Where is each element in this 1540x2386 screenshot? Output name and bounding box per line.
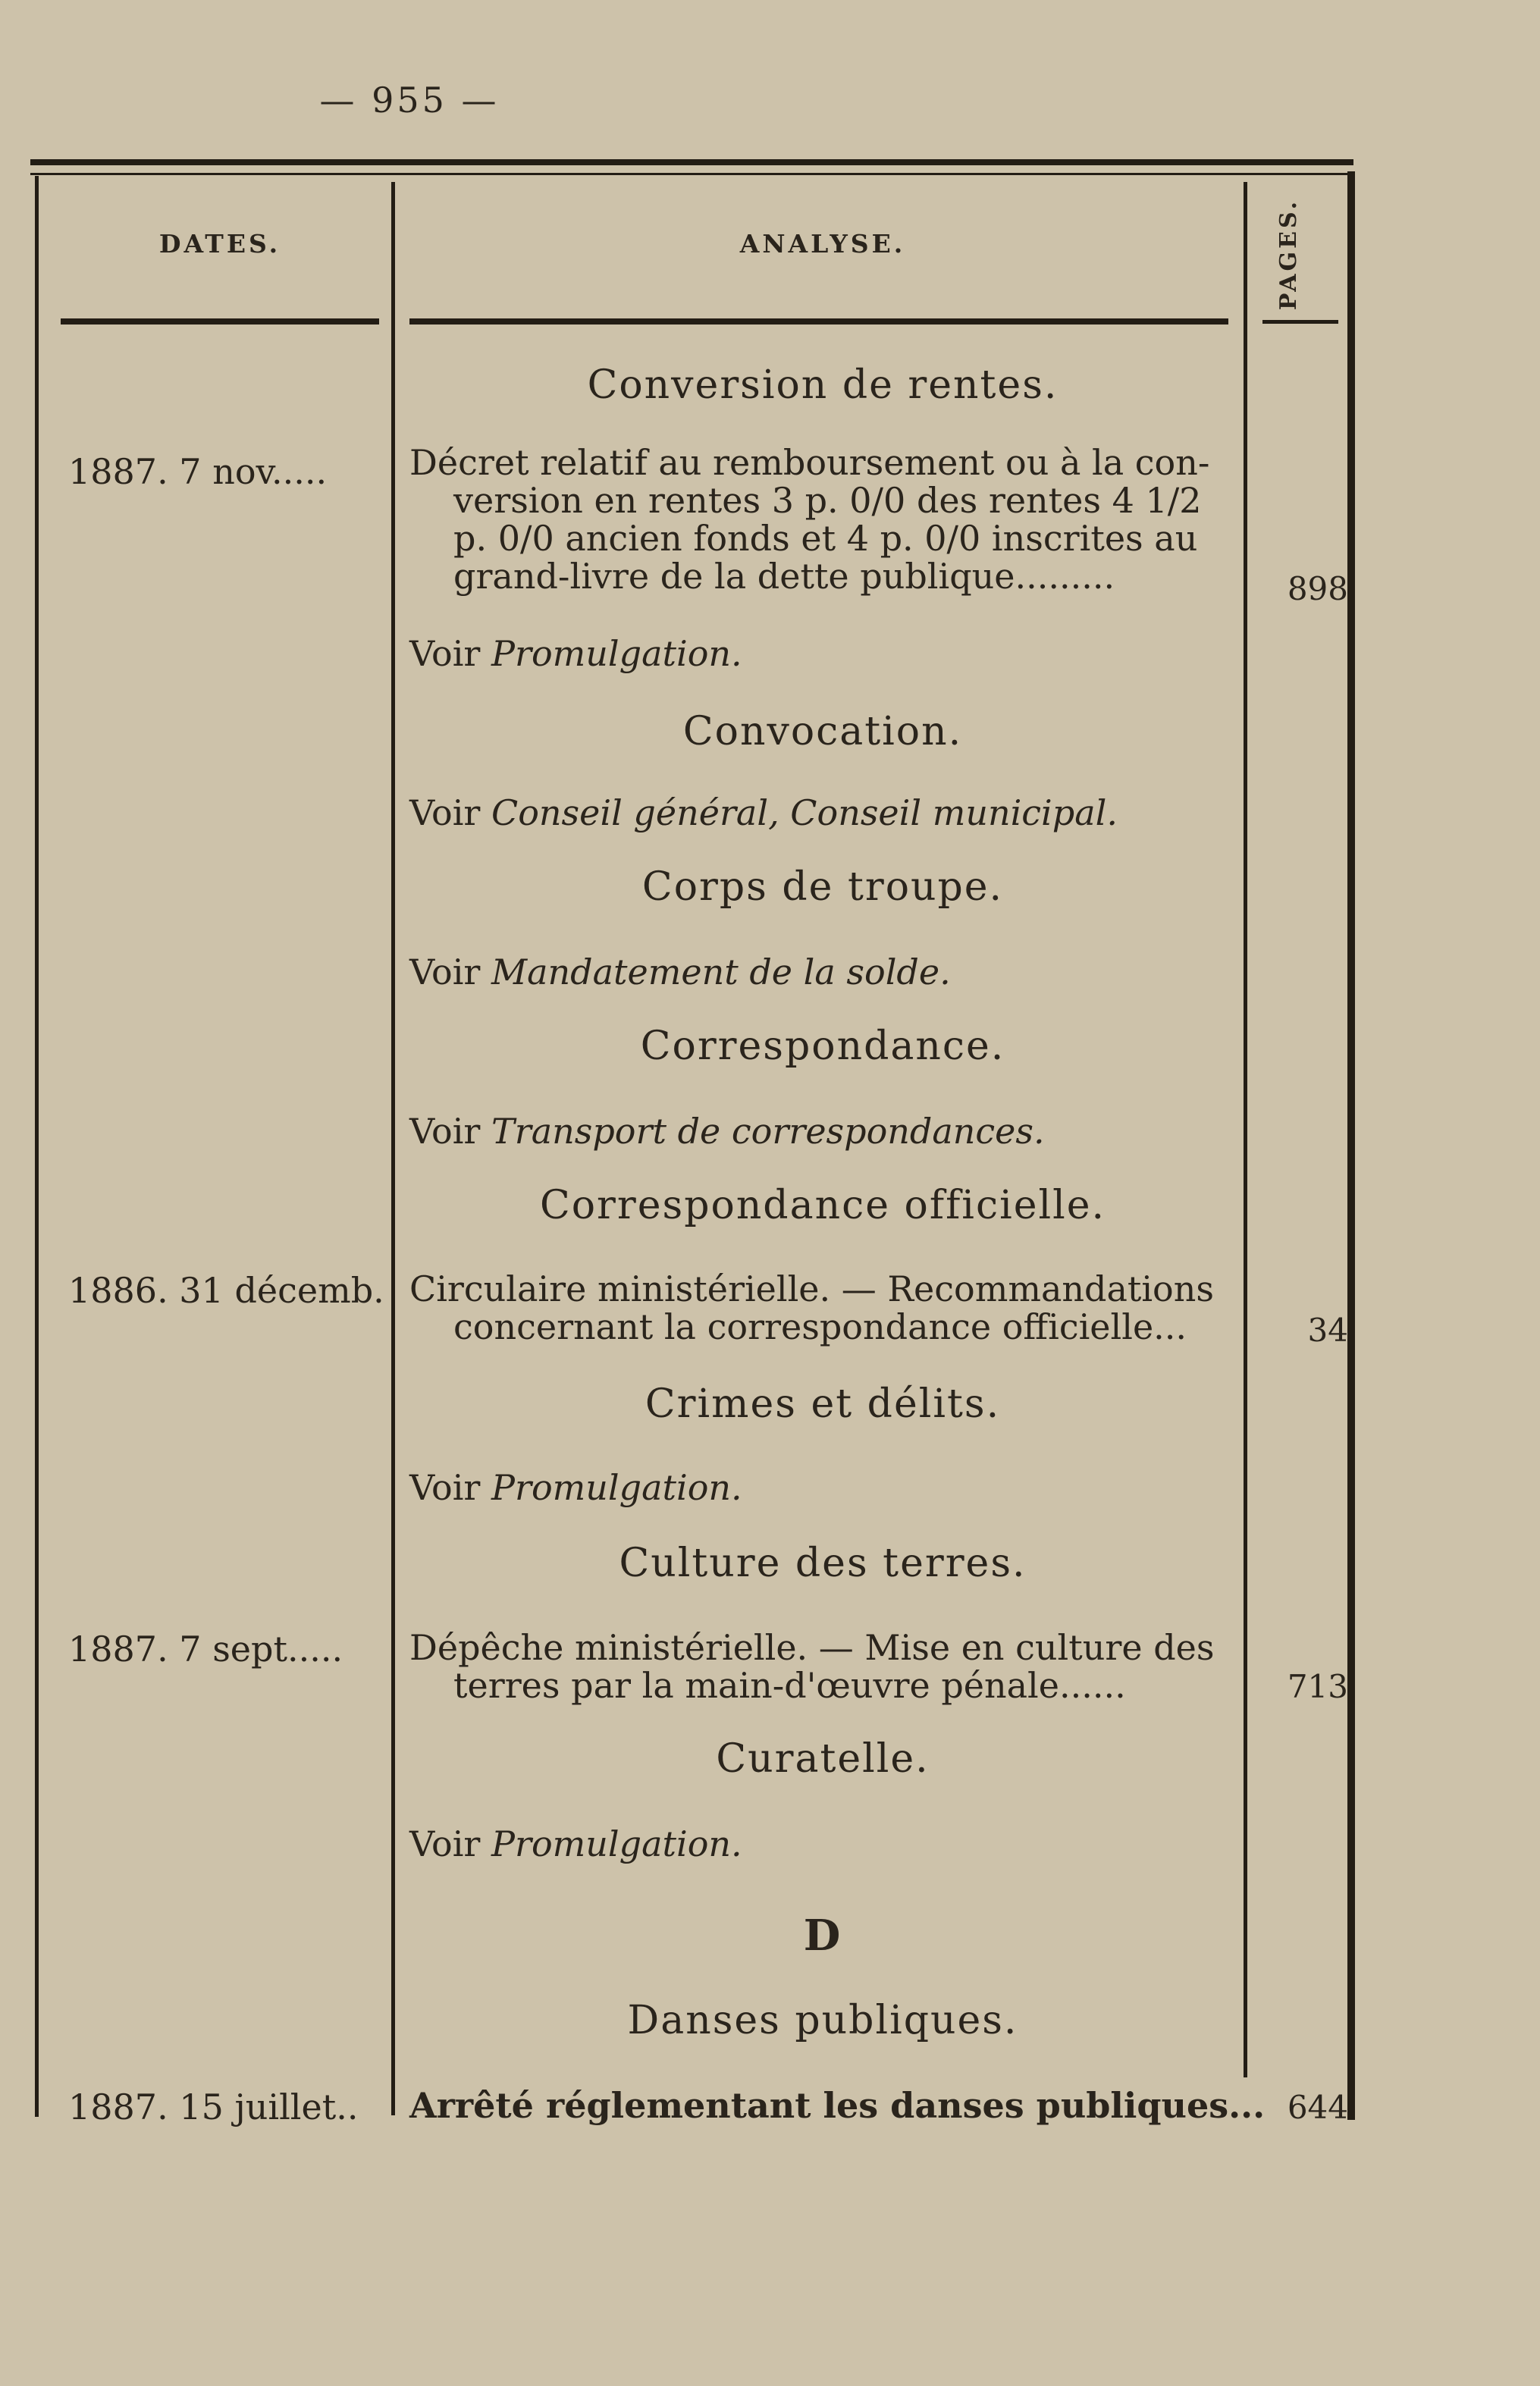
left-border [35, 176, 39, 2117]
right-border [1347, 171, 1355, 2120]
entry-text: Circulaire ministérielle. — Recommandations concernant la correspondance officielle... [409, 1268, 1214, 1347]
analyse-divider [1244, 182, 1247, 2077]
letter-heading: D [803, 1911, 842, 1961]
column-header-dates: DATES. [158, 229, 281, 259]
entry-date: 1887. 15 juillet.. [68, 2087, 359, 2127]
column-header-pages: PAGES. [1275, 198, 1303, 310]
page-ref: 34 [1307, 1312, 1348, 1349]
section-heading: Convocation. [682, 709, 963, 754]
section-heading: Correspondance. [640, 1024, 1005, 1069]
header-underline-dates [61, 318, 379, 325]
table-top-rule-thin [30, 173, 1353, 175]
table-top-rule [30, 159, 1353, 165]
entry-date: 1887. 7 sept..... [68, 1629, 343, 1670]
header-underline-analyse [409, 318, 1228, 325]
section-heading: Curatelle. [716, 1736, 930, 1782]
section-heading: Danses publiques. [627, 1998, 1018, 2043]
see-also: Voir Promulgation. [409, 1823, 742, 1864]
see-also: Voir Promulgation. [409, 633, 742, 674]
page-ref: 713 [1287, 1668, 1348, 1705]
entry-date: 1886. 31 décemb. [68, 1270, 384, 1311]
entry-date: 1887. 7 nov..... [68, 451, 328, 492]
entry-text: Dépêche ministérielle. — Mise en culture des terres par la main-d'œuvre pénale...... [409, 1627, 1215, 1706]
see-also: Voir Promulgation. [409, 1467, 742, 1508]
page-number: — 955 — [319, 80, 500, 121]
section-heading: Culture des terres. [619, 1541, 1027, 1586]
header-underline-pages [1262, 320, 1338, 324]
see-also: Voir Transport de correspondances. [409, 1111, 1045, 1152]
section-heading: Correspondance officielle. [539, 1183, 1106, 1228]
entry-text: Arrêté réglementant les danses publiques... [409, 2085, 1266, 2126]
page-ref: 644 [1287, 2089, 1348, 2126]
section-heading: Crimes et délits. [645, 1381, 1001, 1427]
see-also: Voir Mandatement de la solde. [409, 952, 951, 992]
entry-text: Décret relatif au remboursement ou à la con- version en rentes 3 p. 0/0 des rentes 4 1/2 p. 0/0 ancien fonds et 4 p. 0/0 inscrites au grand-livre de la dette publique......... [409, 442, 1210, 597]
page-ref: 898 [1287, 570, 1348, 607]
see-also: Voir Conseil général, Conseil municipal. [409, 792, 1118, 833]
section-heading: Corps de troupe. [641, 864, 1004, 910]
column-header-analyse: ANALYSE. [739, 229, 906, 259]
section-heading: Conversion de rentes. [587, 362, 1059, 408]
